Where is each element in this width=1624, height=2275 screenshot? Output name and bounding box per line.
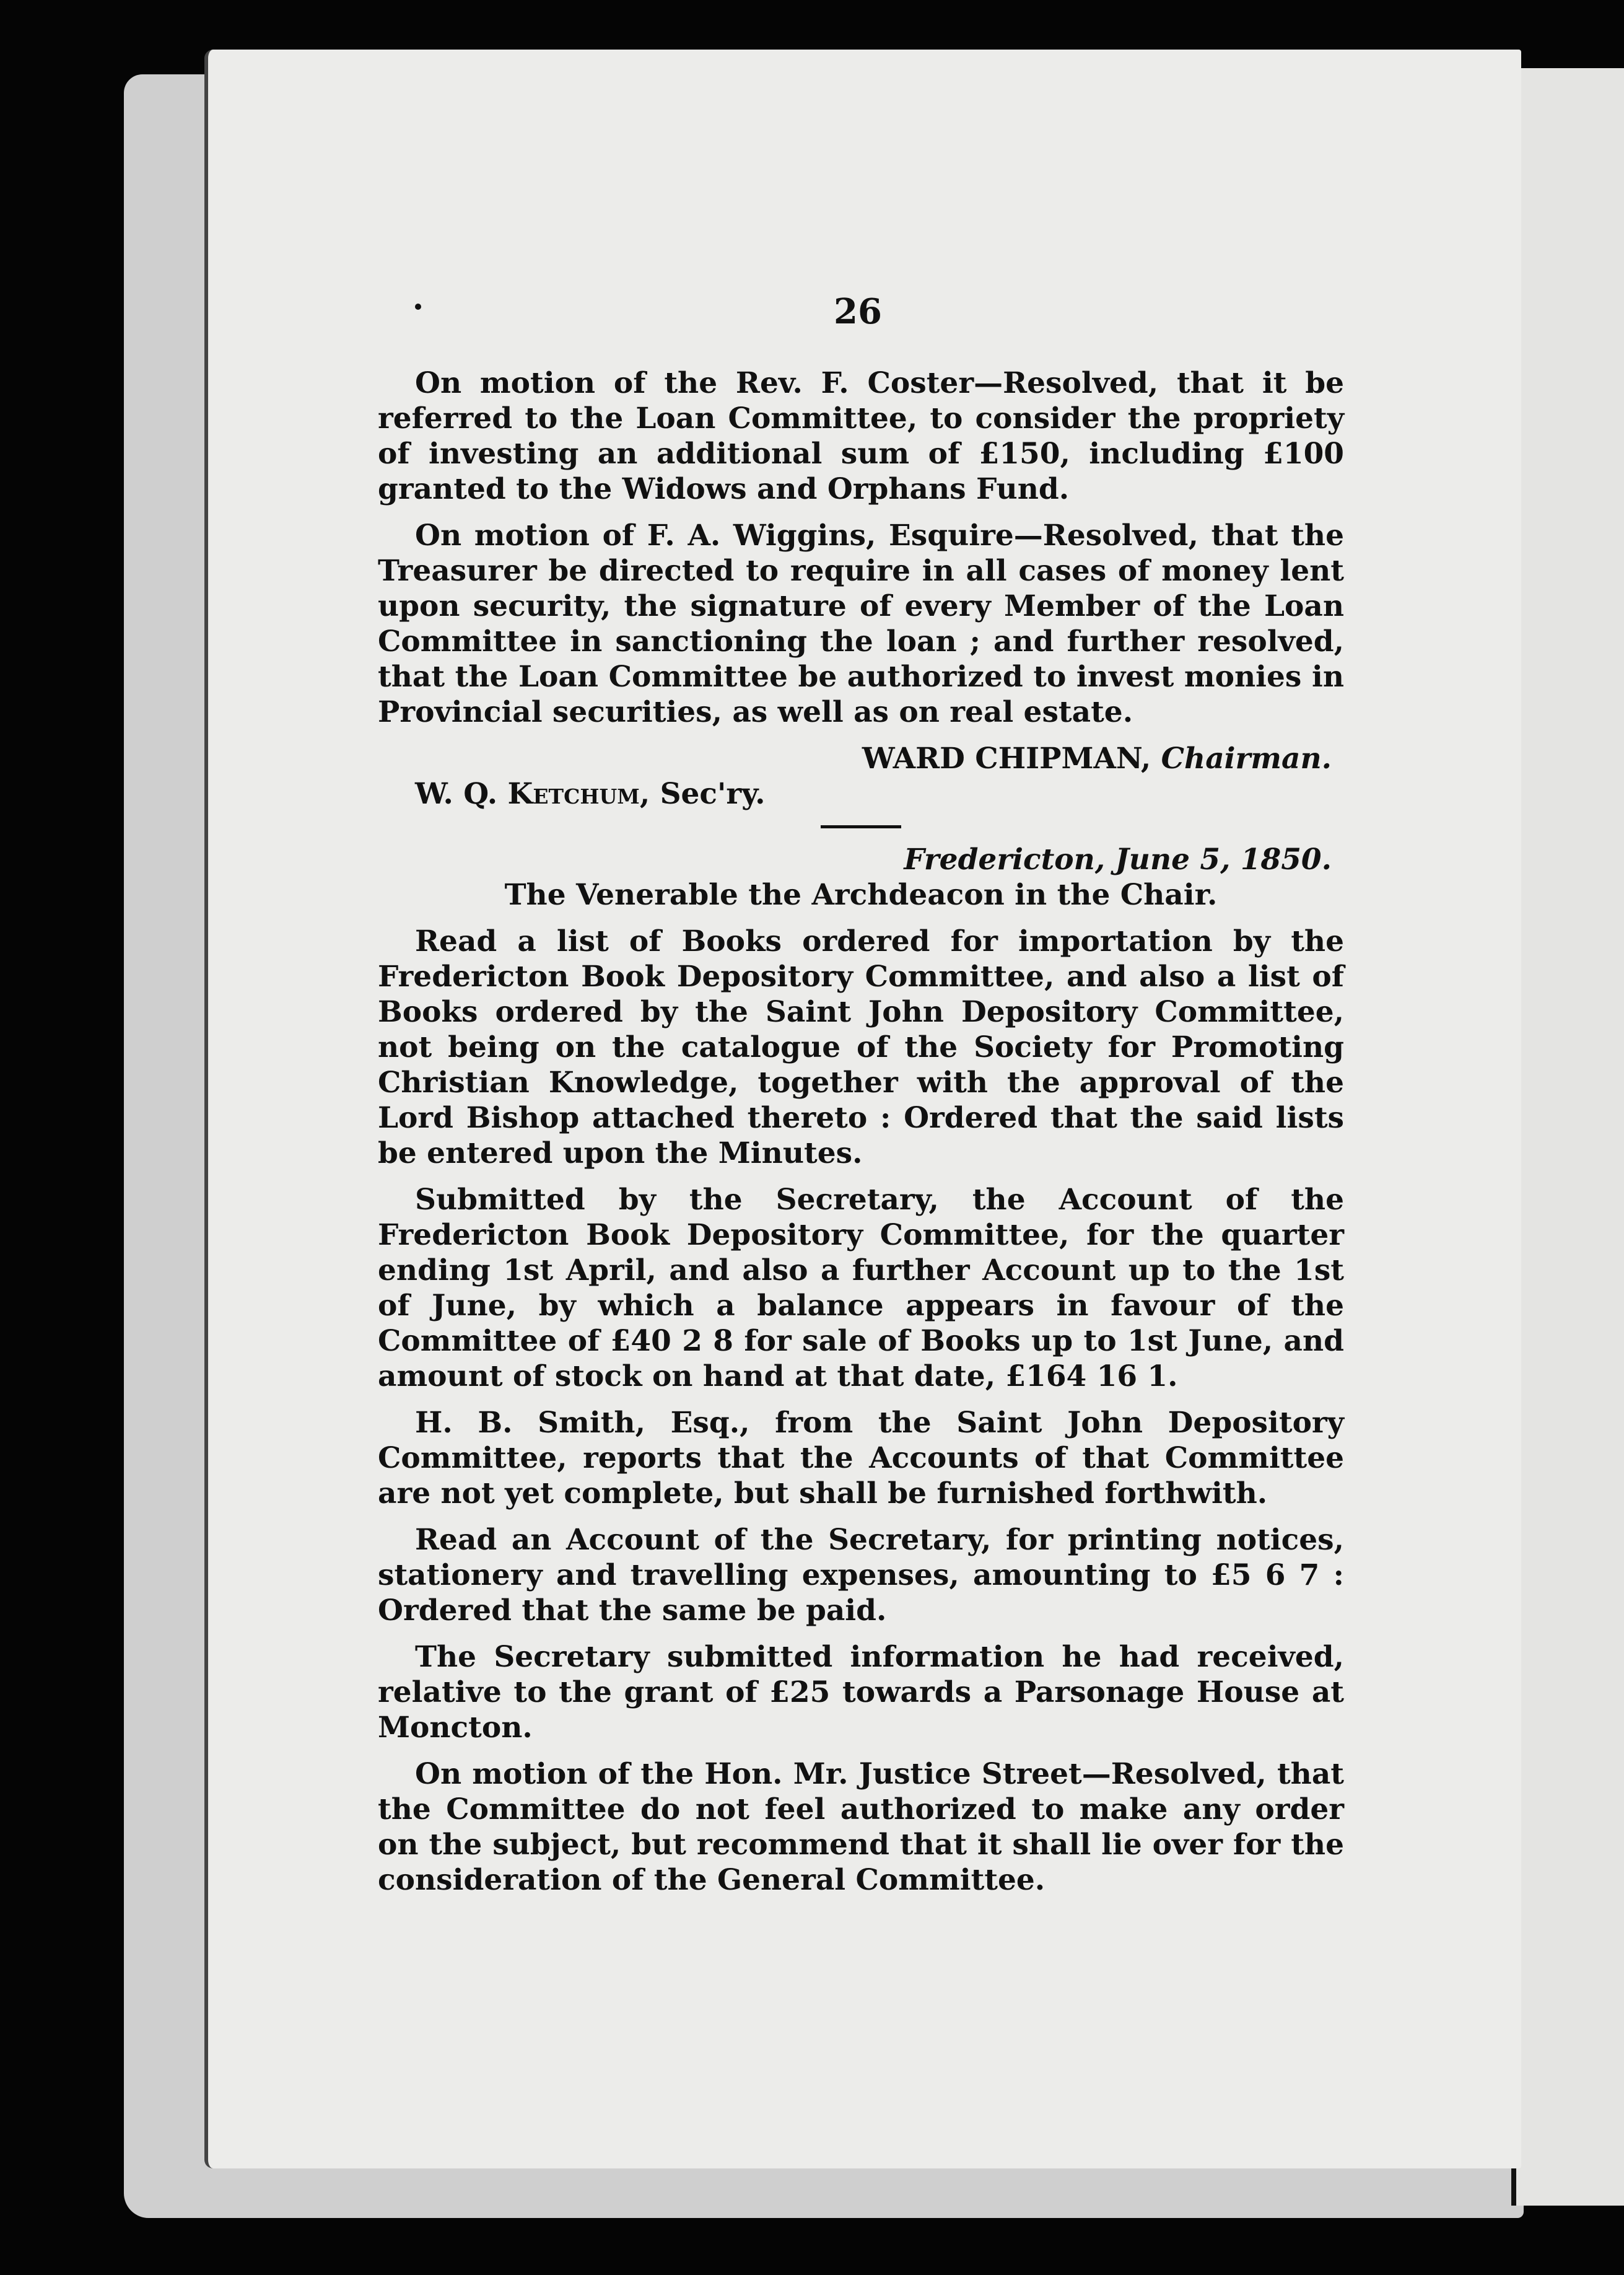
paragraph: H. B. Smith, Esq., from the Saint John Depository Committee, reports that the Accounts of that Committee are not yet complete, but shall be furnished forthwith. — [378, 1406, 1344, 1510]
meeting-chair: The Venerable the Archdeacon in the Chair. — [504, 878, 1218, 912]
section-divider — [821, 825, 901, 828]
meeting-dateline — [378, 842, 1344, 877]
chairman-name: WARD CHIPMAN, — [862, 742, 1151, 776]
chairman-signature — [378, 741, 1344, 776]
secretary-name: W. Q. Ketchum, — [415, 777, 650, 811]
meeting-place: Fredericton, — [904, 843, 1106, 877]
secretary-title: Sec'ry. — [660, 777, 766, 811]
paragraph: The Secretary submitted information he had received, relative to the grant of £25 towards a Parsonage House at Moncton. — [378, 1640, 1344, 1745]
page-number: 26 — [834, 291, 882, 332]
paragraph: On motion of F. A. Wiggins, Esquire—Resolved, that the Treasurer be directed to require in all cases of money lent upon security, the signature of every Member of the Loan Committee in sanctioning the loan ; and further resolved, that the Loan Committee be authorized to invest monies in Provincial securities, as well as on real estate. — [378, 519, 1344, 729]
facing-page-edge — [1511, 68, 1624, 2206]
paragraph: Submitted by the Secretary, the Account of the Fredericton Book Depository Committee, for the quarter ending 1st April, and also a further Account up to the 1st of June, by which a balance appears in favour of the Committee of £40 2 8 for sale of Books up to 1st June, and amount of stock on hand at that date, £164 16 1. — [378, 1183, 1344, 1393]
chairman-title: Chairman. — [1161, 742, 1332, 776]
paragraph: On motion of the Hon. Mr. Justice Street—Resolved, that the Committee do not feel authorized to make any order on the subject, but recommend that it shall lie over for the consideration of the General Committee. — [378, 1757, 1344, 1897]
meeting-date: June 5, 1850. — [1115, 843, 1332, 877]
paragraph: Read a list of Books ordered for importation by the Fredericton Book Depository Committee, and also a list of Books ordered by the Saint John Depository Committee, not being on the catalogue of the Society for Promoting Christian Knowledge, together with the approval of the Lord Bishop attached thereto : Ordered that the said lists be entered upon the Minutes. — [378, 924, 1344, 1170]
paragraph: On motion of the Rev. F. Coster—Resolved, that it be referred to the Loan Committee, to consider the propriety of investing an additional sum of £150, including £100 granted to the Widows and Orphans Fund. — [378, 366, 1344, 506]
secretary-signature — [415, 776, 1344, 812]
paragraph: Read an Account of the Secretary, for printing notices, stationery and travelling expenses, amounting to £5 6 7 : Ordered that the same be paid. — [378, 1523, 1344, 1628]
printer-mark-dot — [415, 304, 421, 310]
page-body — [378, 366, 1344, 1909]
